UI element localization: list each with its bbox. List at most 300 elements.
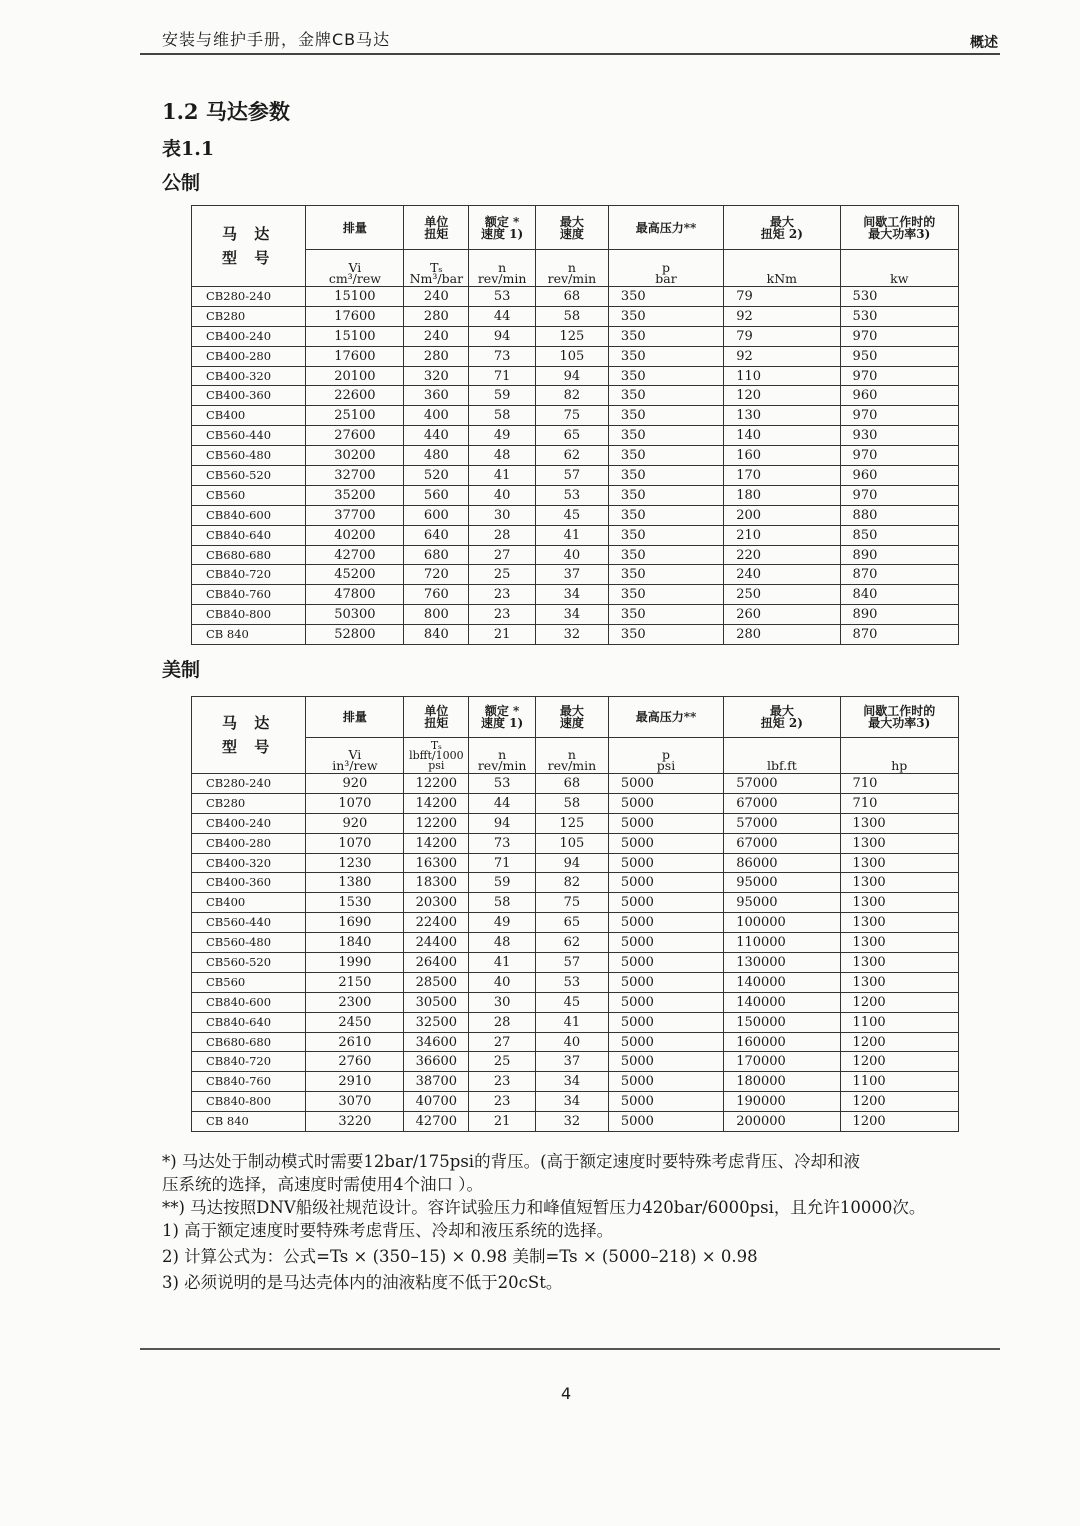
value-cell: 65 [536, 913, 609, 933]
value-cell: 17600 [306, 306, 404, 326]
value-cell: 3070 [306, 1092, 404, 1112]
value-cell: 5000 [608, 972, 723, 992]
value-cell: 1200 [840, 992, 958, 1012]
value-cell: 350 [608, 406, 723, 426]
footnote-1: *) 马达处于制动模式时需要12bar/175psi的背压。(高于额定速度时要特殊考虑背压、冷却和液 [162, 1152, 861, 1171]
model-cell: CB400-240 [192, 813, 306, 833]
table-row [192, 972, 959, 992]
table-row [192, 873, 959, 893]
value-cell: 210 [724, 525, 840, 545]
value-cell: 2610 [306, 1032, 404, 1052]
model-cell: CB280 [192, 306, 306, 326]
metric-table-body [192, 287, 959, 645]
value-cell: 34 [536, 605, 609, 625]
value-cell: 25 [469, 1052, 536, 1072]
header-max-speed: 最大 速度 [536, 206, 609, 250]
value-cell: 45 [536, 505, 609, 525]
value-cell: 350 [608, 326, 723, 346]
value-cell: 40 [536, 1032, 609, 1052]
value-cell: 1100 [840, 1012, 958, 1032]
value-cell: 110 [724, 366, 840, 386]
value-cell: 25100 [306, 406, 404, 426]
table-row [192, 774, 959, 794]
value-cell: 710 [840, 774, 958, 794]
value-cell: 1300 [840, 833, 958, 853]
value-cell: 40 [469, 972, 536, 992]
header-title: 安装与维护手册，金牌CB马达 [162, 30, 391, 49]
value-cell: 67000 [724, 833, 840, 853]
value-cell: 45200 [306, 565, 404, 585]
value-cell: 75 [536, 406, 609, 426]
model-cell: CB680-680 [192, 1032, 306, 1052]
model-cell: CB400-280 [192, 346, 306, 366]
value-cell: 350 [608, 545, 723, 565]
page-number: 4 [561, 1384, 572, 1403]
footnote-4: 2) 计算公式为：公式=Ts × (350–15) × 0.98 美制=Ts × (5000–218) × 0.98 [162, 1247, 758, 1266]
value-cell: 82 [536, 873, 609, 893]
value-cell: 34600 [404, 1032, 469, 1052]
table-row [192, 893, 959, 913]
header-max-torque: 最大 扭矩 2) [724, 206, 840, 250]
value-cell: 350 [608, 585, 723, 605]
value-cell: 21 [469, 625, 536, 645]
value-cell: 40 [536, 545, 609, 565]
table-row [192, 1032, 959, 1052]
value-cell: 890 [840, 605, 958, 625]
value-cell: 16300 [404, 853, 469, 873]
value-cell: 1070 [306, 793, 404, 813]
value-cell: 2760 [306, 1052, 404, 1072]
value-cell: 53 [536, 972, 609, 992]
value-cell: 45 [536, 992, 609, 1012]
value-cell: 22400 [404, 913, 469, 933]
value-cell: 560 [404, 485, 469, 505]
value-cell: 1200 [840, 1092, 958, 1112]
model-cell: CB 840 [192, 625, 306, 645]
table-row [192, 1112, 959, 1132]
value-cell: 15100 [306, 326, 404, 346]
value-cell: 360 [404, 386, 469, 406]
value-cell: 240 [404, 287, 469, 307]
value-cell: 65 [536, 426, 609, 446]
value-cell: 24400 [404, 933, 469, 953]
value-cell: 120 [724, 386, 840, 406]
value-cell: 350 [608, 306, 723, 326]
value-cell: 320 [404, 366, 469, 386]
value-cell: 15100 [306, 287, 404, 307]
value-cell: 3220 [306, 1112, 404, 1132]
value-cell: 2450 [306, 1012, 404, 1032]
table-row [192, 366, 959, 386]
value-cell: 850 [840, 525, 958, 545]
value-cell: 5000 [608, 833, 723, 853]
value-cell: 34 [536, 1092, 609, 1112]
model-cell: CB280-240 [192, 774, 306, 794]
footnotes [162, 1150, 1042, 1294]
table-row [192, 625, 959, 645]
value-cell: 200000 [724, 1112, 840, 1132]
value-cell: 30500 [404, 992, 469, 1012]
unit-power: kw [840, 250, 958, 287]
model-cell: CB400-360 [192, 386, 306, 406]
value-cell: 35200 [306, 485, 404, 505]
unit-displacement: Vi cm³/rew [306, 250, 404, 287]
model-cell: CB840-800 [192, 605, 306, 625]
value-cell: 37 [536, 565, 609, 585]
header-rated-speed: 额定 * 速度 1) [469, 697, 536, 738]
value-cell: 73 [469, 833, 536, 853]
value-cell: 240 [404, 326, 469, 346]
table-row [192, 326, 959, 346]
value-cell: 37 [536, 1052, 609, 1072]
value-cell: 350 [608, 625, 723, 645]
unit-displacement: Vi in³/rew [306, 738, 404, 774]
value-cell: 160 [724, 446, 840, 466]
header-model: 马 达 型 号 [192, 697, 306, 774]
value-cell: 30200 [306, 446, 404, 466]
value-cell: 40 [469, 485, 536, 505]
value-cell: 71 [469, 366, 536, 386]
value-cell: 2150 [306, 972, 404, 992]
value-cell: 23 [469, 1072, 536, 1092]
value-cell: 27 [469, 545, 536, 565]
unit-max-pressure: p bar [608, 250, 723, 287]
value-cell: 970 [840, 406, 958, 426]
unit-rated-speed: n rev/min [469, 250, 536, 287]
header-rated-speed: 额定 * 速度 1) [469, 206, 536, 250]
value-cell: 5000 [608, 1112, 723, 1132]
value-cell: 720 [404, 565, 469, 585]
value-cell: 1200 [840, 1112, 958, 1132]
value-cell: 73 [469, 346, 536, 366]
footnote-2: **) 马达按照DNV船级社规范设计。容许试验压力和峰值短暂压力420bar/6000psi，且允许10000次。 [162, 1198, 926, 1217]
model-cell: CB400-280 [192, 833, 306, 853]
model-cell: CB280 [192, 793, 306, 813]
model-cell: CB840-800 [192, 1092, 306, 1112]
value-cell: 86000 [724, 853, 840, 873]
value-cell: 42700 [404, 1112, 469, 1132]
value-cell: 970 [840, 326, 958, 346]
value-cell: 59 [469, 386, 536, 406]
model-cell: CB560-440 [192, 426, 306, 446]
value-cell: 18300 [404, 873, 469, 893]
value-cell: 150000 [724, 1012, 840, 1032]
value-cell: 530 [840, 287, 958, 307]
model-cell: CB560-440 [192, 913, 306, 933]
model-cell: CB840-600 [192, 992, 306, 1012]
value-cell: 920 [306, 774, 404, 794]
imperial-spec-table [191, 696, 959, 1132]
model-cell: CB560-480 [192, 933, 306, 953]
value-cell: 62 [536, 933, 609, 953]
header-rule [140, 53, 1000, 55]
value-cell: 5000 [608, 1032, 723, 1052]
value-cell: 350 [608, 525, 723, 545]
table-row [192, 525, 959, 545]
value-cell: 49 [469, 426, 536, 446]
value-cell: 1840 [306, 933, 404, 953]
model-cell: CB280-240 [192, 287, 306, 307]
value-cell: 32700 [306, 466, 404, 486]
imperial-title: 美制 [162, 659, 201, 681]
model-cell: CB680-680 [192, 545, 306, 565]
unit-max-torque: kNm [724, 250, 840, 287]
value-cell: 100000 [724, 913, 840, 933]
value-cell: 20100 [306, 366, 404, 386]
value-cell: 44 [469, 793, 536, 813]
value-cell: 59 [469, 873, 536, 893]
value-cell: 220 [724, 545, 840, 565]
value-cell: 28 [469, 1012, 536, 1032]
value-cell: 110000 [724, 933, 840, 953]
header-model: 马 达 型 号 [192, 206, 306, 287]
table-row [192, 853, 959, 873]
model-cell: CB 840 [192, 1112, 306, 1132]
value-cell: 840 [840, 585, 958, 605]
model-cell: CB400 [192, 406, 306, 426]
value-cell: 95000 [724, 893, 840, 913]
value-cell: 250 [724, 585, 840, 605]
value-cell: 140000 [724, 972, 840, 992]
value-cell: 21 [469, 1112, 536, 1132]
metric-title: 公制 [162, 172, 201, 194]
table-row [192, 466, 959, 486]
table-row [192, 813, 959, 833]
value-cell: 79 [724, 287, 840, 307]
value-cell: 41 [469, 466, 536, 486]
table-row [192, 406, 959, 426]
value-cell: 400 [404, 406, 469, 426]
value-cell: 920 [306, 813, 404, 833]
value-cell: 880 [840, 505, 958, 525]
model-cell: CB560 [192, 485, 306, 505]
unit-max-torque: lbf.ft [724, 738, 840, 774]
header-torque: 单位 扭矩 [404, 206, 469, 250]
value-cell: 37700 [306, 505, 404, 525]
value-cell: 280 [404, 346, 469, 366]
value-cell: 1380 [306, 873, 404, 893]
value-cell: 42700 [306, 545, 404, 565]
value-cell: 58 [536, 306, 609, 326]
unit-torque: Tₛ Nm³/bar [404, 250, 469, 287]
header-max-pressure: 最高压力** [608, 697, 723, 738]
value-cell: 170000 [724, 1052, 840, 1072]
value-cell: 40700 [404, 1092, 469, 1112]
value-cell: 5000 [608, 793, 723, 813]
value-cell: 840 [404, 625, 469, 645]
model-cell: CB400-320 [192, 366, 306, 386]
value-cell: 32 [536, 1112, 609, 1132]
value-cell: 12200 [404, 813, 469, 833]
value-cell: 28500 [404, 972, 469, 992]
value-cell: 170 [724, 466, 840, 486]
model-cell: CB400 [192, 893, 306, 913]
value-cell: 140 [724, 426, 840, 446]
value-cell: 27600 [306, 426, 404, 446]
value-cell: 40200 [306, 525, 404, 545]
value-cell: 92 [724, 346, 840, 366]
value-cell: 5000 [608, 913, 723, 933]
model-cell: CB840-720 [192, 1052, 306, 1072]
header-max-torque: 最大 扭矩 2) [724, 697, 840, 738]
value-cell: 1300 [840, 853, 958, 873]
value-cell: 970 [840, 485, 958, 505]
value-cell: 530 [840, 306, 958, 326]
value-cell: 1300 [840, 893, 958, 913]
footnote-5: 3) 必须说明的是马达壳体内的油液粘度不低于20cSt。 [162, 1273, 563, 1292]
table-row [192, 346, 959, 366]
table-row [192, 953, 959, 973]
value-cell: 180 [724, 485, 840, 505]
value-cell: 95000 [724, 873, 840, 893]
value-cell: 5000 [608, 813, 723, 833]
value-cell: 94 [536, 853, 609, 873]
value-cell: 12200 [404, 774, 469, 794]
value-cell: 75 [536, 893, 609, 913]
table-row [192, 1012, 959, 1032]
value-cell: 970 [840, 366, 958, 386]
table-row [192, 585, 959, 605]
value-cell: 30 [469, 505, 536, 525]
value-cell: 26400 [404, 953, 469, 973]
value-cell: 350 [608, 505, 723, 525]
value-cell: 41 [469, 953, 536, 973]
header-displacement: 排量 [306, 697, 404, 738]
value-cell: 680 [404, 545, 469, 565]
value-cell: 1070 [306, 833, 404, 853]
value-cell: 350 [608, 346, 723, 366]
imperial-table-body [192, 774, 959, 1132]
value-cell: 48 [469, 446, 536, 466]
table-row [192, 1072, 959, 1092]
value-cell: 36600 [404, 1052, 469, 1072]
value-cell: 130000 [724, 953, 840, 973]
footnote-3: 1) 高于额定速度时要特殊考虑背压、冷却和液压系统的选择。 [162, 1221, 614, 1240]
value-cell: 5000 [608, 1072, 723, 1092]
value-cell: 350 [608, 426, 723, 446]
table-row [192, 426, 959, 446]
value-cell: 240 [724, 565, 840, 585]
value-cell: 94 [536, 366, 609, 386]
value-cell: 1300 [840, 953, 958, 973]
value-cell: 41 [536, 525, 609, 545]
model-cell: CB560 [192, 972, 306, 992]
model-cell: CB840-760 [192, 1072, 306, 1092]
table-row [192, 485, 959, 505]
value-cell: 870 [840, 625, 958, 645]
value-cell: 350 [608, 605, 723, 625]
value-cell: 5000 [608, 853, 723, 873]
table-row [192, 306, 959, 326]
value-cell: 440 [404, 426, 469, 446]
value-cell: 92 [724, 306, 840, 326]
value-cell: 140000 [724, 992, 840, 1012]
unit-power: hp [840, 738, 958, 774]
value-cell: 1300 [840, 913, 958, 933]
unit-rated-speed: n rev/min [469, 738, 536, 774]
value-cell: 5000 [608, 992, 723, 1012]
value-cell: 890 [840, 545, 958, 565]
value-cell: 480 [404, 446, 469, 466]
table-row [192, 833, 959, 853]
value-cell: 1100 [840, 1072, 958, 1092]
value-cell: 53 [469, 287, 536, 307]
value-cell: 1530 [306, 893, 404, 913]
header-max-pressure: 最高压力** [608, 206, 723, 250]
value-cell: 180000 [724, 1072, 840, 1092]
value-cell: 32500 [404, 1012, 469, 1032]
table-row [192, 446, 959, 466]
value-cell: 350 [608, 466, 723, 486]
value-cell: 57000 [724, 774, 840, 794]
table-row [192, 913, 959, 933]
model-cell: CB400-360 [192, 873, 306, 893]
model-cell: CB840-640 [192, 525, 306, 545]
value-cell: 25 [469, 565, 536, 585]
value-cell: 48 [469, 933, 536, 953]
value-cell: 14200 [404, 833, 469, 853]
header-power: 间歇工作时的 最大功率3) [840, 697, 958, 738]
value-cell: 960 [840, 386, 958, 406]
value-cell: 68 [536, 774, 609, 794]
value-cell: 5000 [608, 873, 723, 893]
value-cell: 1300 [840, 873, 958, 893]
value-cell: 27 [469, 1032, 536, 1052]
value-cell: 23 [469, 1092, 536, 1112]
model-cell: CB560-520 [192, 466, 306, 486]
value-cell: 57 [536, 953, 609, 973]
unit-max-speed: n rev/min [536, 738, 609, 774]
value-cell: 1300 [840, 813, 958, 833]
value-cell: 14200 [404, 793, 469, 813]
value-cell: 22600 [306, 386, 404, 406]
value-cell: 600 [404, 505, 469, 525]
table-row [192, 545, 959, 565]
value-cell: 1690 [306, 913, 404, 933]
value-cell: 350 [608, 386, 723, 406]
table-row [192, 565, 959, 585]
value-cell: 640 [404, 525, 469, 545]
value-cell: 5000 [608, 774, 723, 794]
table-row [192, 992, 959, 1012]
value-cell: 5000 [608, 1012, 723, 1032]
metric-spec-table [191, 205, 959, 645]
footer-rule [140, 1348, 1000, 1350]
value-cell: 38700 [404, 1072, 469, 1092]
value-cell: 130 [724, 406, 840, 426]
value-cell: 1200 [840, 1032, 958, 1052]
value-cell: 34 [536, 585, 609, 605]
value-cell: 34 [536, 1072, 609, 1092]
value-cell: 5000 [608, 1052, 723, 1072]
value-cell: 105 [536, 346, 609, 366]
value-cell: 970 [840, 446, 958, 466]
value-cell: 30 [469, 992, 536, 1012]
model-cell: CB840-640 [192, 1012, 306, 1032]
table-row [192, 287, 959, 307]
value-cell: 71 [469, 853, 536, 873]
value-cell: 1200 [840, 1052, 958, 1072]
value-cell: 350 [608, 287, 723, 307]
value-cell: 41 [536, 1012, 609, 1032]
value-cell: 105 [536, 833, 609, 853]
table-row [192, 605, 959, 625]
value-cell: 68 [536, 287, 609, 307]
header-max-speed: 最大 速度 [536, 697, 609, 738]
value-cell: 5000 [608, 893, 723, 913]
unit-max-pressure: p psi [608, 738, 723, 774]
value-cell: 49 [469, 913, 536, 933]
